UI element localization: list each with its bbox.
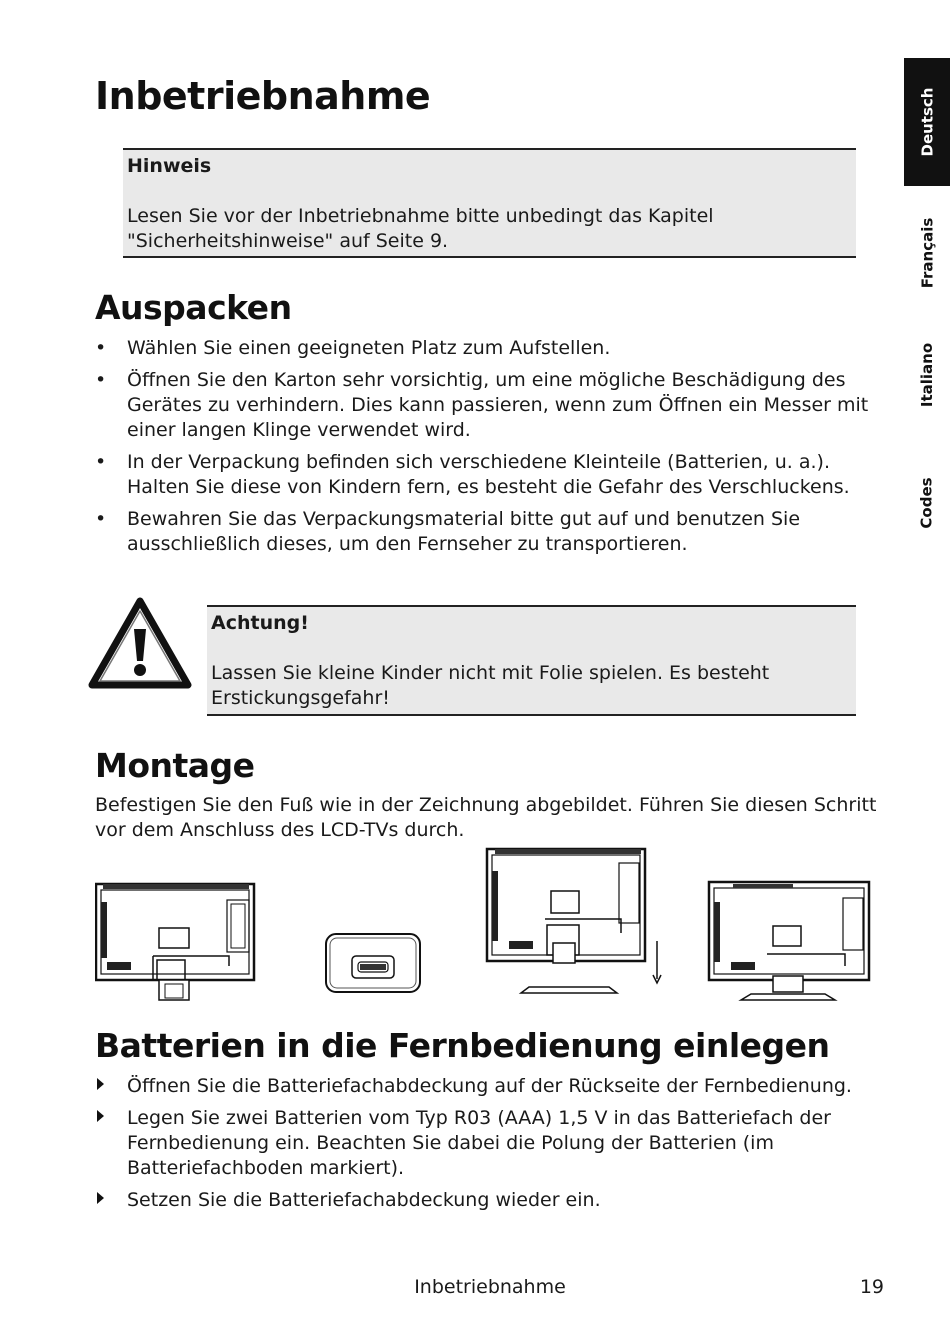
hint-text: Lesen Sie vor der Inbetriebnahme bitte unbedingt das Kapitel "Sicherheitshinweise" auf Seite 9.	[127, 205, 714, 252]
tv-back-without-stand-illustration	[95, 882, 257, 1004]
list-item	[95, 450, 885, 500]
tab-codes	[904, 468, 950, 538]
tab-francais	[904, 208, 950, 298]
tab-deutsch-label: Deutsch	[918, 87, 937, 157]
warning-triangle-icon	[88, 597, 192, 691]
list-item-text: Legen Sie zwei Batterien vom Typ R03 (AAA) 1,5 V in das Batteriefach der Fernbedienung ein. Beachten Sie dabei die Polung der Batterien (im Batteriefachboden markiert).	[127, 1107, 831, 1179]
language-tabs	[904, 58, 950, 558]
list-item-text: Öffnen Sie die Batteriefachabdeckung auf der Rückseite der Fernbedienung.	[127, 1075, 852, 1097]
tab-francais-label: Français	[918, 217, 937, 289]
section-heading-mount: Montage	[95, 746, 255, 785]
arrow-bullet-icon	[95, 1074, 105, 1099]
batteries-list	[95, 1074, 885, 1220]
tv-attach-stand-illustration	[485, 847, 665, 999]
unpack-list	[95, 336, 885, 564]
footer-section-title: Inbetriebnahme	[414, 1276, 566, 1298]
arrow-bullet-icon	[95, 1188, 105, 1213]
page-number: 19	[859, 1276, 884, 1298]
bullet-icon: •	[95, 337, 107, 359]
list-item	[95, 1074, 885, 1099]
tab-italiano-label: Italiano	[918, 342, 937, 408]
hint-heading: Hinweis	[127, 155, 212, 177]
bullet-icon: •	[95, 508, 107, 530]
list-item	[95, 507, 885, 557]
warning-heading: Achtung!	[211, 612, 309, 634]
list-item-text: Öffnen Sie den Karton sehr vorsichtig, um eine mögliche Beschädigung des Gerätes zu verhindern. Dies kann passieren, wenn zum Öffnen ein Messer mit einer langen Klinge verwendet wird.	[127, 369, 869, 441]
list-item	[95, 368, 885, 443]
mount-text: Befestigen Sie den Fuß wie in der Zeichnung abgebildet. Führen Sie diesen Schritt vor dem Anschluss des LCD-TVs durch.	[95, 794, 877, 841]
section-heading-unpack: Auspacken	[95, 288, 292, 327]
list-item	[95, 1106, 885, 1181]
tv-with-stand-illustration	[707, 880, 873, 1004]
arrow-bullet-icon	[95, 1106, 105, 1131]
page-title: Inbetriebnahme	[95, 74, 431, 118]
tab-deutsch	[904, 58, 950, 186]
list-item-text: Setzen Sie die Batteriefachabdeckung wieder ein.	[127, 1189, 601, 1211]
warning-box	[207, 605, 856, 716]
tab-codes-label: Codes	[918, 477, 936, 529]
list-item-text: Bewahren Sie das Verpackungsmaterial bitte gut auf und benutzen Sie ausschließlich dieses, um den Fernseher zu transportieren.	[127, 508, 801, 555]
tab-italiano	[904, 330, 950, 420]
hint-box	[123, 148, 856, 258]
stand-foot-illustration	[324, 932, 422, 996]
list-item	[95, 336, 885, 361]
list-item	[95, 1188, 885, 1213]
warning-text: Lassen Sie kleine Kinder nicht mit Folie spielen. Es besteht Erstickungsgefahr!	[211, 662, 770, 709]
list-item-text: In der Verpackung befinden sich verschiedene Kleinteile (Batterien, u. a.). Halten Sie diese von Kindern fern, es besteht die Gefahr des Verschluckens.	[127, 451, 850, 498]
bullet-icon: •	[95, 451, 107, 473]
section-heading-batteries: Batterien in die Fernbedienung einlegen	[95, 1026, 830, 1065]
bullet-icon: •	[95, 369, 107, 391]
list-item-text: Wählen Sie einen geeigneten Platz zum Aufstellen.	[127, 337, 611, 359]
